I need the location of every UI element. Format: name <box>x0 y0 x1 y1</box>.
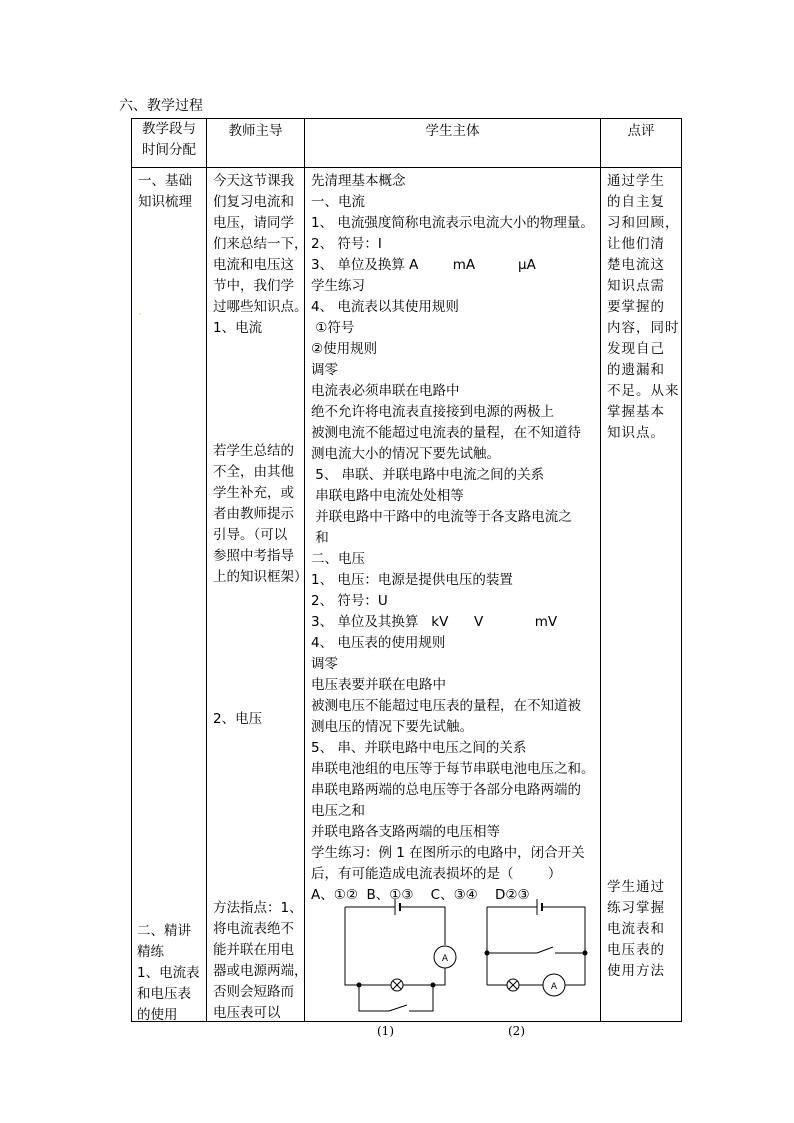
teacher-block2-line: 若学生总结的 <box>213 443 294 459</box>
student-line: 4、 电流表以其使用规则 <box>311 299 459 315</box>
teacher-block3-line: 2、电压 <box>213 711 263 727</box>
student-lines <box>305 168 600 906</box>
comment-cell <box>601 168 682 1022</box>
junction-dot-icon <box>357 983 361 987</box>
header-comment-label: 点评 <box>627 123 655 139</box>
teacher-block4-line: 将电流表绝不 <box>213 921 294 937</box>
student-line: 1、 电压：电源是提供电压的装置 <box>311 572 513 588</box>
student-line: 5、 串联、并联电路中电流之间的关系 <box>311 467 545 483</box>
comment-block1-line: 掌握基本 <box>607 404 665 420</box>
teacher-block1-line: 电流和电压这 <box>213 257 294 273</box>
teacher-block4-line: 器或电源两端， <box>213 963 308 979</box>
header-stage-line2: 时间分配 <box>142 142 196 158</box>
comment-block1-line: 让他们清 <box>607 236 665 252</box>
stage1-line1: 一、基础 <box>138 173 192 189</box>
teacher-block1-line: 今天这节课我 <box>213 173 294 189</box>
circuit-1-wire-left <box>345 907 359 985</box>
student-line: 电流表必须串联在电路中 <box>311 383 460 399</box>
teaching-process-table <box>131 118 682 1038</box>
teacher-block3 <box>207 706 267 730</box>
circuit-1 <box>345 899 456 1011</box>
stage2-line4: 和电压表 <box>137 986 191 1002</box>
student-line: 调零 <box>311 656 338 672</box>
switch-icon <box>537 947 553 953</box>
teacher-block1-line: 电压，请同学 <box>213 215 294 231</box>
comment-block1-line: 的自主复 <box>607 194 665 210</box>
comment-block1 <box>601 168 681 444</box>
table-body-row <box>132 168 682 1022</box>
student-cell <box>305 168 601 1038</box>
circuit-1-wire-top-right <box>400 907 445 945</box>
teacher-block2 <box>207 438 313 588</box>
comment-block1-line: 楚电流这 <box>607 257 665 273</box>
student-line: 电压表要并联在电路中 <box>311 677 446 693</box>
student-line: 被测电流不能超过电流表的量程，在不知道待 <box>311 425 581 441</box>
comment-block1-line: 习和回顾， <box>607 215 680 231</box>
comment-block1-line: 通过学生 <box>607 173 665 189</box>
teacher-block2-line: 引导。（可以 <box>213 527 288 543</box>
stage2-line3: 1、电流表 <box>137 965 200 981</box>
comment-block1-line: 的遗漏和 <box>607 362 665 378</box>
teacher-block1-line: 们来总结一下， <box>213 236 308 252</box>
stage2-line2: 精练 <box>137 944 164 960</box>
teacher-block2-line: 不全，由其他 <box>213 464 294 480</box>
student-line: 学生练习 <box>311 278 365 294</box>
circuit-2 <box>485 899 587 996</box>
student-line: 1、 电流强度简称电流表示电流大小的物理量。 <box>311 215 594 231</box>
stage2-line1: 二、精讲 <box>137 923 191 939</box>
circuit-diagrams <box>307 893 597 1019</box>
comment-block2-line: 电压表的 <box>607 942 665 958</box>
ammeter-symbol: A <box>441 954 449 964</box>
teacher-block4-line: 能并联在用电 <box>213 942 294 958</box>
student-line: 2、 符号：U <box>311 593 388 609</box>
teacher-block1 <box>207 168 308 339</box>
circuit-1-wire-branch-right <box>409 985 433 1011</box>
student-line: 4、 电压表的使用规则 <box>311 635 446 651</box>
student-line: A、①② B、①③ C、③④ D②③ <box>311 887 530 903</box>
student-line: 串联电路两端的总电压等于各部分电路两端的 <box>311 782 581 798</box>
stage2 <box>132 918 205 1026</box>
switch-icon <box>389 1005 407 1011</box>
header-teacher-label: 教师主导 <box>228 123 283 139</box>
table-header-row <box>132 119 682 168</box>
teacher-block2-line: 者由教师提示 <box>213 506 294 522</box>
junction-dot-icon <box>431 983 435 987</box>
section-heading: 六、教学过程 <box>119 98 203 114</box>
student-line: 绝不允许将电流表直接接到电源的两极上 <box>311 404 554 420</box>
student-line: 学生练习：例 1 在图所示的电路中，闭合开关 <box>311 845 585 861</box>
circuit-1-wire-branch-left <box>359 985 389 1011</box>
teacher-block2-line: 参照中考指导 <box>213 548 294 564</box>
circuit-1-wire-right <box>433 968 445 985</box>
teacher-block2-line: 上的知识框架） <box>213 569 308 585</box>
circuit-2-wire-right <box>542 907 585 985</box>
comment-block1-line: 知识点需 <box>607 278 665 294</box>
circuit-1-label: (1) <box>377 1024 394 1038</box>
comment-block2-line: 电流表和 <box>607 921 665 937</box>
header-stage-line1: 教学段与 <box>142 121 196 137</box>
teacher-block2-line: 学生补充，或 <box>213 485 294 501</box>
comment-block1-line: 内容，同时 <box>607 320 680 336</box>
teacher-block1-line: 过哪些知识点。 <box>213 299 308 315</box>
student-line: ①符号 <box>311 320 355 336</box>
comment-block2 <box>601 874 670 982</box>
header-student-label: 学生主体 <box>425 123 480 139</box>
student-line: 后，有可能造成电流表损坏的是（ ） <box>311 866 562 882</box>
comment-block1-line: 知识点。 <box>607 425 665 441</box>
stray-mark: · <box>139 310 142 319</box>
student-line: 一、电流 <box>311 194 365 210</box>
student-line: 电压之和 <box>311 803 365 819</box>
student-line: 2、 符号：I <box>311 236 382 252</box>
student-line: 调零 <box>311 362 338 378</box>
student-line: 串联电池组的电压等于每节串联电池电压之和。 <box>311 761 595 777</box>
junction-dot-icon <box>583 951 587 955</box>
teacher-block4-line: 方法指点：1、 <box>213 900 303 916</box>
student-line: 5、 串、并联电路中电压之间的关系 <box>311 740 527 756</box>
comment-block2-line: 学生通过 <box>607 879 665 895</box>
student-line: 先清理基本概念 <box>311 173 406 189</box>
student-line: 并联电路中干路中的电流等于各支路电流之 <box>311 509 572 525</box>
comment-block1-line: 不足。从来 <box>607 383 680 399</box>
student-line: 3、 单位及其换算 kV V mV <box>311 614 558 630</box>
header-teacher <box>207 119 305 168</box>
teacher-block4 <box>207 895 313 1024</box>
teacher-block1-line: 们复习电流和 <box>213 194 294 210</box>
header-stage-time <box>132 119 207 168</box>
teacher-block1-line: 1、电流 <box>213 320 263 336</box>
student-line: ②使用规则 <box>311 341 378 357</box>
student-line: 3、 单位及换算 A mA μA <box>311 257 536 273</box>
comment-block1-line: 发现自己 <box>607 341 665 357</box>
student-line: 测电压的情况下要先试触。 <box>311 719 473 735</box>
student-line: 测电流大小的情况下要先试触。 <box>311 446 500 462</box>
stage2-line5: 的使用 <box>137 1007 178 1023</box>
teacher-block4-line: 否则会短路而 <box>213 984 294 1000</box>
teacher-cell <box>207 168 308 1022</box>
circuit-2-label: (2) <box>508 1024 525 1038</box>
header-comment <box>601 119 682 168</box>
comment-block1-line: 要掌握的 <box>607 299 665 315</box>
junction-dot-icon <box>485 951 489 955</box>
stage1-line2: 知识梳理 <box>138 194 192 210</box>
stage1 <box>132 168 206 213</box>
stage-cell <box>132 168 207 1022</box>
teacher-block4-line: 电压表可以 <box>213 1005 281 1021</box>
comment-block2-line: 练习掌握 <box>607 900 665 916</box>
header-student <box>305 119 601 168</box>
student-line: 二、电压 <box>311 551 365 567</box>
ammeter-symbol: A <box>550 982 558 992</box>
comment-block2-line: 使用方法 <box>607 963 665 979</box>
student-line: 串联电路中电流处处相等 <box>311 488 464 504</box>
student-line: 被测电压不能超过电压表的量程，在不知道被 <box>311 698 581 714</box>
teacher-block1-line: 节中，我们学 <box>213 278 294 294</box>
student-line: 和 <box>311 530 329 546</box>
student-line: 并联电路各支路两端的电压相等 <box>311 824 500 840</box>
